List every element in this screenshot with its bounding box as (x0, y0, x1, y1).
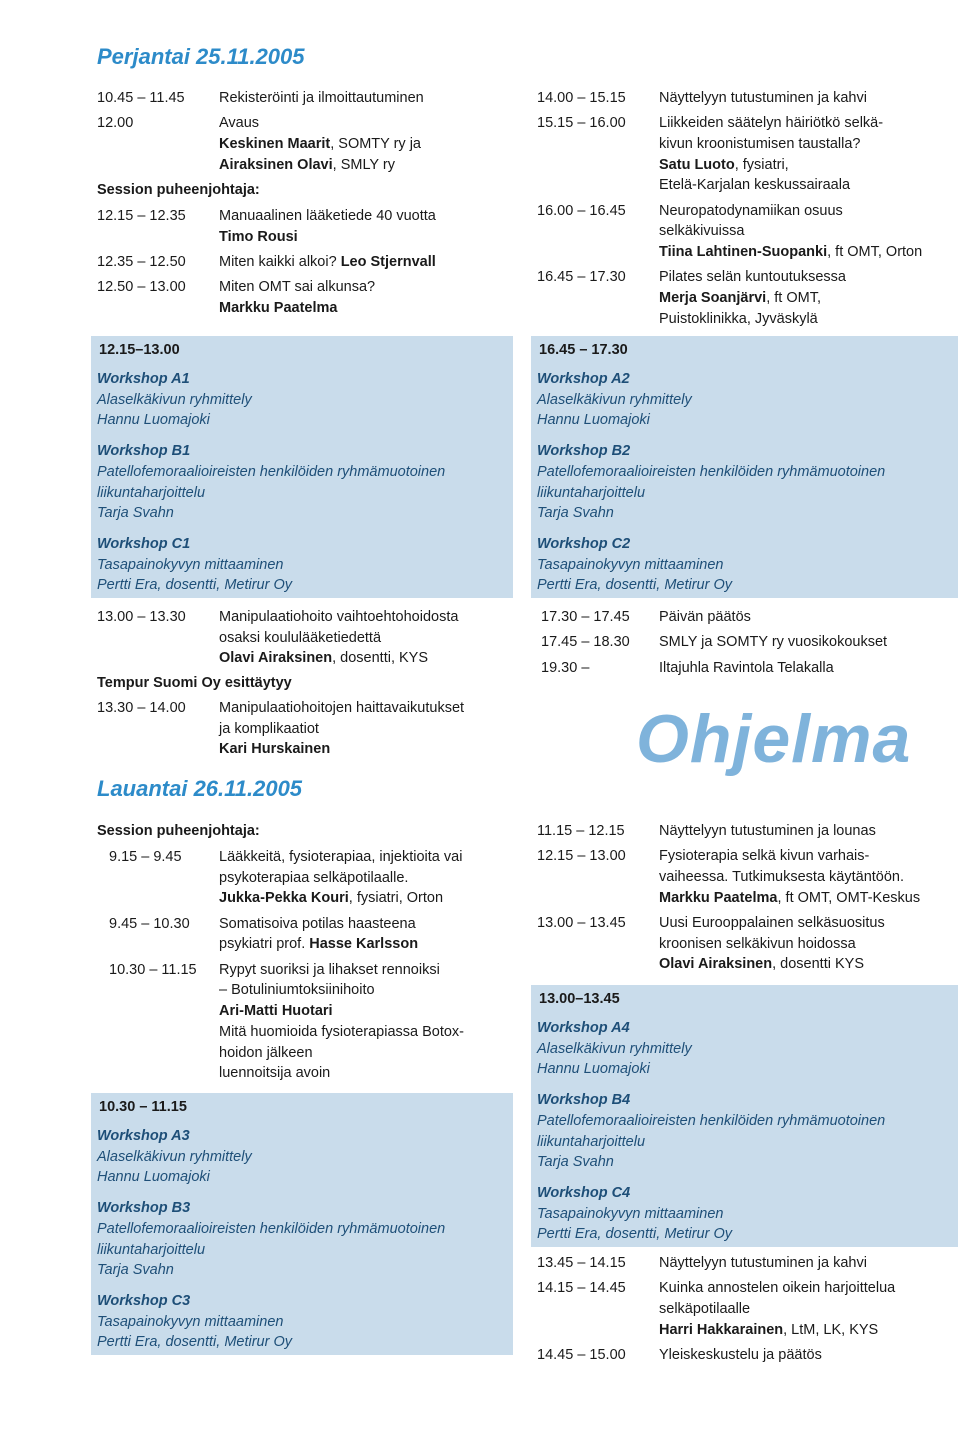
workshop-line: Tarja Svahn (537, 505, 614, 522)
speaker-name: Keskinen Maarit (219, 136, 331, 152)
text-fragment: hoidon jälkeen (219, 1044, 313, 1061)
text-fragment: Uusi Eurooppalainen selkäsuositus (659, 915, 885, 931)
session-line (219, 698, 464, 719)
speaker-name: Harri Hakkarainen (659, 1321, 784, 1338)
saturday-workshop-box-right (531, 985, 958, 1247)
session-line (219, 1043, 313, 1064)
session-line (659, 821, 876, 842)
session-line (659, 175, 850, 196)
workshop-line: Pertti Era, dosentti, Metirur Oy (97, 577, 293, 594)
session-time: 14.00 – 15.15 (537, 90, 626, 106)
session-line (219, 980, 375, 1001)
text-fragment: Miten kaikki alkoi? (219, 254, 341, 270)
session-line (219, 1001, 333, 1022)
session-time: 13.00 – 13.45 (537, 915, 626, 931)
session-line (659, 88, 867, 109)
session-time: 9.45 – 10.30 (109, 915, 190, 932)
workshop-line: Patellofemoraalioireisten henkilöiden ryhmämuotoinen (537, 1112, 886, 1129)
session-time: 12.00 (97, 115, 134, 132)
session-time: 12.15 – 12.35 (97, 208, 186, 224)
text-fragment: luennoitsija avoin (219, 1065, 331, 1082)
workshop-title: Workshop A2 (537, 371, 630, 387)
session-line (219, 155, 395, 176)
workshop-line: Tarja Svahn (537, 1154, 614, 1171)
text-fragment: Neuropatodynamiikan osuus (659, 202, 843, 219)
workshop-line: Tarja Svahn (97, 505, 174, 522)
session-line (219, 88, 424, 109)
friday-chair-label: Session puheenjohtaja: (97, 182, 260, 198)
workshop-title: Workshop A3 (97, 1128, 190, 1144)
session-line (659, 1299, 750, 1320)
session-time: 10.45 – 11.45 (97, 90, 185, 106)
workshop-line: Hannu Luomajoki (537, 412, 650, 429)
session-time: 13.45 – 14.15 (537, 1255, 626, 1271)
session-line (659, 888, 920, 909)
session-time: 10.30 – 11.15 (109, 961, 197, 978)
session-line (219, 960, 440, 981)
speaker-name: Satu Luoto (659, 156, 735, 173)
session-line (659, 954, 864, 975)
text-fragment: , dosentti, KYS (332, 650, 429, 667)
text-fragment: Näyttelyyn tutustuminen ja lounas (659, 823, 876, 839)
workshop-line: liikuntaharjoittelu (537, 484, 646, 501)
workshop-time: 16.45 – 17.30 (539, 342, 628, 358)
workshop-title: Workshop B4 (537, 1092, 631, 1109)
session-line (659, 155, 789, 176)
workshop-line: Pertti Era, dosentti, Metirur Oy (537, 1226, 733, 1243)
friday-heading: Perjantai 25.11.2005 (97, 44, 305, 69)
session-time: 15.15 – 16.00 (537, 115, 626, 132)
text-fragment: – Botuliniumtoksiinihoito (219, 982, 375, 999)
session-line (659, 1345, 822, 1366)
text-fragment: Näyttelyyn tutustuminen ja kahvi (659, 90, 867, 106)
session-line (219, 868, 408, 889)
text-fragment: ja komplikaatiot (219, 720, 319, 737)
speaker-name: Timo Rousi (219, 228, 298, 245)
text-fragment: Manipulaatiohoitojen haittavaikutukset (219, 700, 465, 716)
text-fragment: , ft OMT, (766, 290, 821, 307)
session-line (659, 1278, 895, 1299)
text-fragment: Päivän päätös (659, 609, 751, 625)
session-line (219, 628, 381, 649)
text-fragment: selkäpotilaalle (659, 1301, 751, 1317)
workshop-time: 13.00–13.45 (539, 991, 620, 1007)
session-line (219, 227, 298, 248)
workshop-title: Workshop A1 (97, 371, 190, 387)
workshop-line: liikuntaharjoittelu (97, 1241, 206, 1258)
speaker-name: Hasse Karlsson (309, 936, 419, 953)
text-fragment: Manuaalinen lääketiede 40 vuotta (219, 208, 436, 224)
workshop-title: Workshop C1 (97, 535, 191, 552)
workshop-line: Alaselkäkivun ryhmittely (97, 391, 252, 408)
text-fragment: Kuinka annostelen oikein harjoittelua (659, 1280, 896, 1297)
text-fragment: , ft OMT, OMT-Keskus (777, 889, 921, 906)
text-fragment: selkäkivuissa (659, 223, 745, 240)
text-fragment: , SOMTY ry ja (330, 136, 421, 152)
speaker-name: Kari Hurskainen (219, 741, 331, 758)
text-fragment: osaksi koululääketiedettä (219, 629, 382, 646)
session-line (659, 134, 861, 155)
text-fragment: Somatisoiva potilas haasteena (219, 915, 416, 932)
text-fragment: Avaus (219, 115, 260, 132)
text-fragment: Rypyt suoriksi ja lihakset rennoiksi (219, 961, 440, 978)
session-time: 12.35 – 12.50 (97, 254, 186, 270)
session-line (219, 298, 337, 319)
text-fragment: kroonisen selkäkivun hoidossa (659, 935, 856, 952)
workshop-line: liikuntaharjoittelu (537, 1133, 646, 1150)
workshop-line: Tasapainokyvyn mittaaminen (97, 556, 284, 573)
text-fragment: Iltajuhla Ravintola Telakalla (659, 659, 834, 676)
session-line (659, 934, 856, 955)
speaker-name: Markku Paatelma (219, 300, 338, 316)
session-time: 9.15 – 9.45 (109, 849, 182, 865)
saturday-chair-label: Session puheenjohtaja: (97, 823, 260, 839)
text-fragment: SMLY ja SOMTY ry vuosikokoukset (659, 634, 888, 651)
session-line (219, 607, 458, 628)
workshop-line: Patellofemoraalioireisten henkilöiden ryhmämuotoinen (97, 1220, 446, 1237)
session-line (219, 934, 418, 955)
text-fragment: Pilates selän kuntoutuksessa (659, 269, 846, 286)
session-line (659, 607, 751, 628)
workshop-title: Workshop C4 (537, 1184, 631, 1201)
speaker-name: Jukka-Pekka Kouri (219, 890, 349, 907)
workshop-title: Workshop B2 (537, 443, 631, 460)
text-fragment: Yleiskeskustelu ja päätös (659, 1347, 822, 1363)
text-fragment: Mitä huomioida fysioterapiassa Botox- (219, 1023, 465, 1040)
session-line (219, 888, 443, 909)
text-fragment: , ft OMT, Orton (827, 244, 923, 261)
session-time: 17.30 – 17.45 (541, 609, 630, 625)
session-line (659, 267, 846, 288)
session-line (659, 846, 869, 867)
session-time: 13.30 – 14.00 (97, 700, 186, 716)
session-line (219, 739, 330, 760)
session-line (659, 309, 818, 330)
text-fragment: Rekisteröinti ja ilmoittautuminen (219, 90, 424, 106)
text-fragment: Manipulaatiohoito vaihtoehtohoidosta (219, 609, 459, 625)
workshop-line: Hannu Luomajoki (97, 1169, 210, 1186)
session-line (219, 1063, 330, 1084)
text-fragment: , LtM, LK, KYS (783, 1321, 879, 1338)
text-fragment: , fysiatri, (734, 156, 789, 173)
workshop-title: Workshop B3 (97, 1200, 191, 1217)
workshop-line: Tasapainokyvyn mittaaminen (97, 1313, 284, 1330)
workshop-line: Pertti Era, dosentti, Metirur Oy (97, 1334, 293, 1351)
workshop-line: Tasapainokyvyn mittaaminen (537, 556, 724, 573)
speaker-name: Markku Paatelma (659, 889, 778, 906)
session-time: 17.45 – 18.30 (541, 634, 630, 651)
speaker-name: Tiina Lahtinen-Suopanki (659, 244, 828, 261)
session-time: 19.30 – (541, 659, 590, 676)
workshop-line: Patellofemoraalioireisten henkilöiden ryhmämuotoinen (537, 463, 886, 480)
workshop-line: Tasapainokyvyn mittaaminen (537, 1205, 724, 1222)
workshop-line: Patellofemoraalioireisten henkilöiden ryhmämuotoinen (97, 463, 446, 480)
session-line (219, 719, 319, 740)
session-time: 12.50 – 13.00 (97, 279, 186, 296)
session-time: 16.45 – 17.30 (537, 269, 626, 286)
text-fragment: Näyttelyyn tutustuminen ja kahvi (659, 1255, 867, 1271)
workshop-line: Pertti Era, dosentti, Metirur Oy (537, 577, 733, 594)
session-line (219, 134, 421, 155)
workshop-time: 12.15–13.00 (99, 342, 180, 358)
session-time: 16.00 – 16.45 (537, 202, 626, 219)
session-line (659, 201, 843, 222)
session-line (219, 277, 375, 298)
workshop-line: Alaselkäkivun ryhmittely (97, 1148, 252, 1165)
speaker-name: Olavi Airaksinen (659, 956, 773, 973)
session-time: 14.45 – 15.00 (537, 1347, 626, 1363)
workshop-line: Alaselkäkivun ryhmittely (537, 1040, 692, 1057)
speaker-name: Merja Soanjärvi (659, 290, 767, 307)
friday-workshop-box-left (91, 336, 513, 598)
session-line (219, 914, 416, 935)
session-line (659, 242, 922, 263)
session-line (219, 113, 259, 134)
speaker-name: Olavi Airaksinen (219, 650, 333, 667)
session-time: 12.15 – 13.00 (537, 848, 626, 865)
session-line (219, 1022, 464, 1043)
session-line (659, 632, 887, 653)
workshop-title: Workshop C3 (97, 1292, 191, 1309)
tempur-presentation: Tempur Suomi Oy esittäytyy (97, 675, 292, 691)
session-line (659, 658, 834, 679)
text-fragment: Etelä-Karjalan keskussairaala (659, 177, 851, 194)
session-time: 14.15 – 14.45 (537, 1280, 626, 1297)
saturday-heading: Lauantai 26.11.2005 (97, 776, 303, 801)
workshop-title: Workshop A4 (537, 1020, 630, 1036)
session-line (659, 113, 883, 134)
session-time: 13.00 – 13.30 (97, 609, 186, 625)
session-line (659, 913, 885, 934)
text-fragment: psykoterapiaa selkäpotilaalle. (219, 869, 409, 886)
workshop-line: liikuntaharjoittelu (97, 484, 206, 501)
speaker-name: Ari-Matti Huotari (219, 1003, 333, 1020)
session-line (659, 288, 821, 309)
session-line (219, 252, 436, 273)
text-fragment: , SMLY ry (332, 156, 395, 173)
text-fragment: , dosentti KYS (772, 956, 864, 973)
text-fragment: Puistoklinikka, Jyväskylä (659, 310, 818, 327)
text-fragment: Lääkkeitä, fysioterapiaa, injektioita vai (219, 849, 463, 865)
session-line (659, 221, 744, 242)
text-fragment: Miten OMT sai alkunsa? (219, 279, 376, 296)
workshop-line: Hannu Luomajoki (97, 412, 210, 429)
workshop-time: 10.30 – 11.15 (99, 1099, 187, 1115)
workshop-line: Tarja Svahn (97, 1262, 174, 1279)
text-fragment: , fysiatri, Orton (348, 890, 444, 907)
text-fragment: vaiheessa. Tutkimuksesta käytäntöön. (659, 869, 905, 885)
session-line (659, 1253, 867, 1274)
text-fragment: Liikkeiden säätelyn häiriötkö selkä- (659, 115, 884, 132)
speaker-name: Leo Stjernvall (340, 254, 436, 270)
saturday-workshop-box-left (91, 1093, 513, 1355)
friday-workshop-box-right (531, 336, 958, 598)
program-title: Ohjelma (636, 701, 912, 777)
session-line (219, 206, 436, 227)
workshop-title: Workshop C2 (537, 535, 631, 552)
session-line (659, 867, 904, 888)
speaker-name: Airaksinen Olavi (219, 156, 333, 173)
session-line (219, 648, 428, 669)
session-line (219, 847, 462, 868)
session-time: 11.15 – 12.15 (537, 823, 625, 839)
text-fragment: psykiatri prof. (219, 936, 310, 953)
text-fragment: kivun kroonistumisen taustalla? (659, 136, 861, 152)
session-line (659, 1320, 878, 1341)
workshop-line: Alaselkäkivun ryhmittely (537, 391, 692, 408)
workshop-line: Hannu Luomajoki (537, 1061, 650, 1078)
text-fragment: Fysioterapia selkä kivun varhais- (659, 848, 870, 865)
workshop-title: Workshop B1 (97, 443, 191, 460)
